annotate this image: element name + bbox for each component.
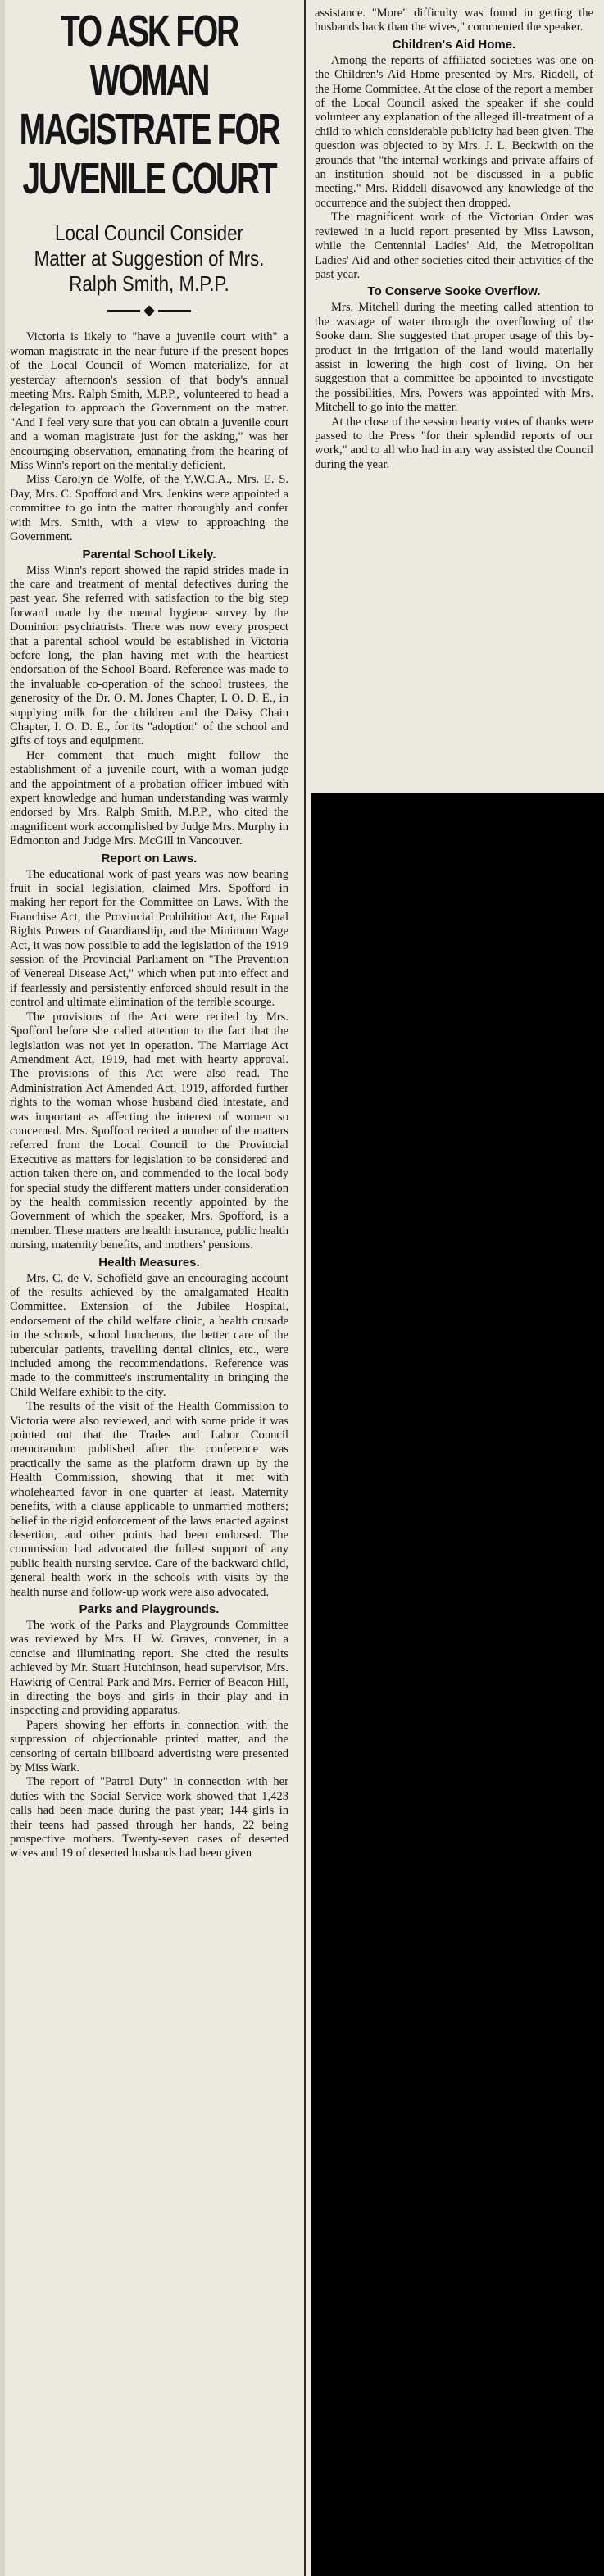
paragraph: Mrs. C. de V. Schofield gave an encouraging account of the results achieved by the amalgamated Health Committee. Extension of the Jubilee Hospital, endorsement of the child welfare clinic, a health crusade in the schools, school luncheons, the better care of the tubercular patients, travelling dental clinics, etc., were included among the recommendations. Reference was made to the committee's instrumentality in bringing the Child Welfare exhibit to the city. — [10, 1271, 288, 1399]
paragraph: The provisions of the Act were recited by Mrs. Spofford before she called attention to the fact that the legislation was not yet in operation. The Marriage Act Amendment Act, 1919, had met with hearty approval. The provisions of this Act were also read. The Administration Act Amended Act, 1919, afforded further rights to the woman whose husband died intestate, and was important as affecting the interest of women so concerned. Mrs. Spofford recited a number of the matters referred from the Local Council to the Provincial Executive as matters for legislation to be considered and action taken there on, and commended to the local body for special study the different matters under consideration by the health commission recently appointed by the Government of which the speaker, Mrs. Spofford, is a member. These matters are health insurance, public health nursing, maternity benefits, and mothers' pensions. — [10, 1010, 288, 1252]
right-column — [315, 7, 593, 472]
paragraph: At the close of the session hearty votes of thanks were passed to the Press "for their splendid reports of our work," and to all who had in any way assisted the Council during the year. — [315, 415, 593, 471]
paragraph: assistance. "More" difficulty was found in getting the husbands back than the wives," commented the speaker. — [315, 7, 593, 34]
paragraph: Victoria is likely to "have a juvenile court with" a woman magistrate in the near future if the present hopes of the Local Council of Women materialize, for at yesterday afternoon's session of that body's annual meeting Mrs. Ralph Smith, M.P.P., volunteered to head a delegation to approach the Government on the matter. "And I feel very sure that you can obtain a juvenile court and a woman magistrate just for the asking," was her encouraging observation, emanating from the hearing of Miss Winn's report on the mentally deficient. — [10, 330, 288, 473]
paragraph: Miss Carolyn de Wolfe, of the Y.W.C.A., Mrs. E. S. Day, Mrs. C. Spofford and Mrs. Jenkins were appointed a committee to go into the matter thoroughly and confer with Mrs. Smith, with a view to approaching the Government. — [10, 473, 288, 544]
subheadline: Local Council Consider Matter at Suggestion of Mrs. Ralph Smith, M.P.P. — [34, 220, 265, 296]
section-heading: Children's Aid Home. — [392, 37, 516, 52]
paragraph: Mrs. Mitchell during the meeting called attention to the wastage of water through the overflowing of the Sooke dam. She suggested that proper usage of this by-product in the irrigation of the land would materially assist in lowering the high cost of living. On her suggestion that a committee be appointed to investigate the possibilities, Mrs. Powers was appointed with Mrs. Mitchell to go into the matter. — [315, 301, 593, 415]
paragraph: The report of "Patrol Duty" in connection with her duties with the Social Service work showed that 1,423 calls had been made during the past year; 144 girls in their teens had passed through her hands, 22 being prospective mothers. Twenty-seven cases of deserted wives and 19 of deserted husbands had been given — [10, 1775, 288, 1860]
paragraph: Among the reports of affiliated societies was one on the Children's Aid Home presented by Mrs. Riddell, of the Home Committee. At the close of the report a member of the Local Council asked the speaker if she could volunteer any explanation of the alleged ill-treatment of a child to which considerable publicity had been given. The question was objected to by Mrs. J. L. Beckwith on the grounds that "the internal workings and private affairs of an institution should not be discussed in a public meeting." Mrs. Riddell disavowed any knowledge of the occurrence and the subject then dropped. — [315, 53, 593, 210]
paragraph: The educational work of past years was now bearing fruit in social legislation, claimed Mrs. Spofford in making her report for the Committee on Laws. With the Franchise Act, the Provincial Prohibition Act, the Equal Rights Powers of Guardianship, and the Minimum Wage Act, it was now possible to add the legislation of the 1919 session of the Provincial Parliament on "The Prevention of Venereal Disease Act," which when put into effect and if fearlessly and persistently enforced should result in the control and ultimate elimination of the terrible scourge. — [10, 867, 288, 1010]
section-heading: Parental School Likely. — [82, 547, 216, 561]
paragraph: Papers showing her efforts in connection with the suppression of objectionable printed matter, and the censoring of certain billboard advertising were presented by Miss Wark. — [10, 1718, 288, 1774]
headline: TO ASK FOR WOMAN MAGISTRATE FOR JUVENILE COURT — [19, 7, 279, 203]
blank-black-area — [311, 793, 604, 2576]
left-column — [10, 7, 288, 1861]
paragraph: The magnificent work of the Victorian Order was reviewed in a lucid report presented by Miss Lawson, while the Centennial Ladies' Aid, the Metropolitan Ladies' Aid and other societies cited their activities of the past year. — [315, 211, 593, 281]
paragraph: Her comment that much might follow the establishment of a juvenile court, with a woman judge and the appointment of a probation officer imbued with expert knowledge and human understanding was warmly endorsed by Mrs. Ralph Smith, M.P.P., who cited the magnificent work accomplished by Judge Mrs. Murphy in Edmonton and Judge Mrs. McGill in Vancouver. — [10, 748, 288, 848]
paragraph: Miss Winn's report showed the rapid strides made in the care and treatment of mental defectives during the past year. She referred with satisfaction to the big step forward made by the mental hygiene survey by the Dominion psychiatrists. There was now every prospect that a parental school would be established in Victoria before long, the plan having met with the heartiest endorsation of the School Board. Reference was made to the invaluable co-operation of the school trustees, the generosity of the Dr. O. M. Jones Chapter, I. O. D. E., in supplying milk for the children and the Daisy Chain Chapter, I. O. D. E., for its "adoption" of the school and gifts of toys and equipment. — [10, 563, 288, 748]
divider-ornament: ◆ — [10, 303, 288, 317]
column-rule — [304, 0, 306, 2576]
section-heading: Parks and Playgrounds. — [79, 1601, 220, 1616]
paragraph: The results of the visit of the Health Commission to Victoria were also reviewed, and with some pride it was pointed out that the Trades and Labor Council memorandum published after the conference was practically the same as the platform drawn up by the Health Commission, showing that it met with wholehearted favor in one quarter at least. Maternity benefits, with a clause applicable to unmarried mothers; belief in the rigid enforcement of the laws enacted against desertion, and other points had been endorsed. The commission had advocated the fullest support of any public health nursing service. Care of the backward child, general health work in the schools with visits by the health nurse and follow-up work were also advocated. — [10, 1400, 288, 1599]
section-heading: Health Measures. — [98, 1255, 200, 1270]
paragraph: The work of the Parks and Playgrounds Committee was reviewed by Mrs. H. W. Graves, convener, in a concise and illuminating report. She cited the results achieved by Mr. Stuart Hutchinson, head supervisor, Mrs. Hawkrig of Central Park and Mrs. Perrier of Beacon Hill, in directing the boys and girls in their play and in inspecting and providing apparatus. — [10, 1618, 288, 1718]
section-heading: Report on Laws. — [101, 851, 198, 865]
section-heading: To Conserve Sooke Overflow. — [367, 284, 541, 299]
page-edge — [0, 0, 5, 2576]
